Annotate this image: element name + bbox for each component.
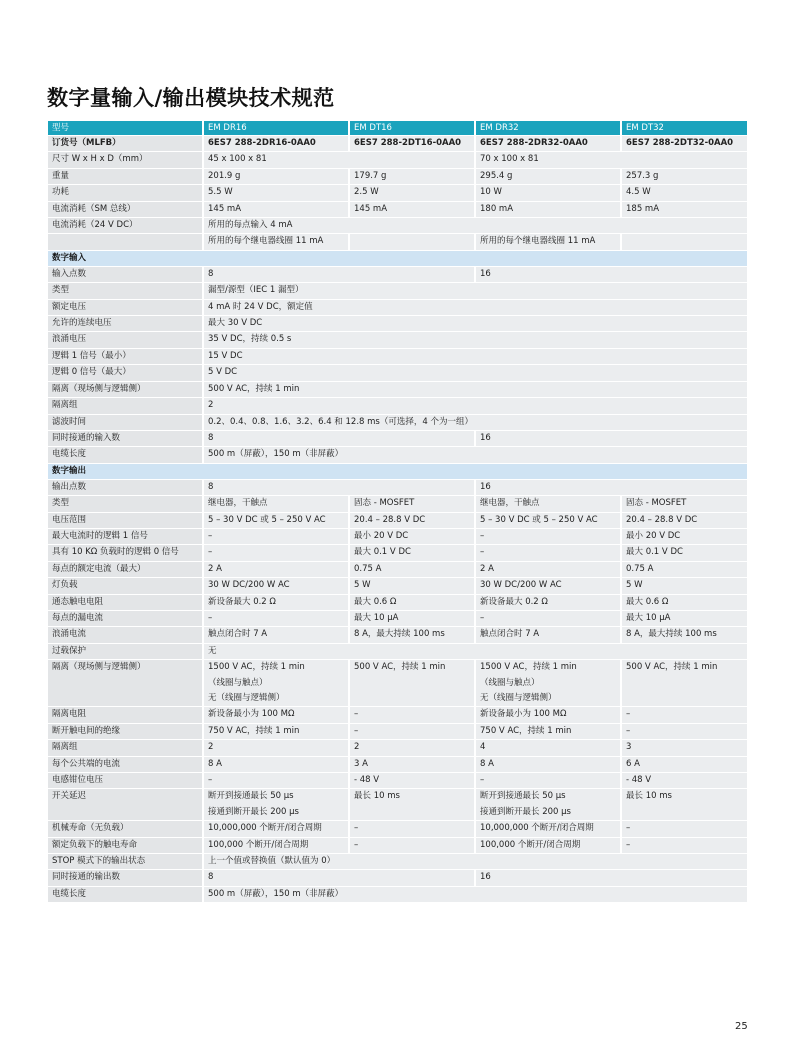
- row-label: STOP 模式下的输出状态: [48, 854, 203, 870]
- table-cell: 继电器，干触点: [203, 496, 349, 512]
- row-label: 电感钳位电压: [48, 773, 203, 789]
- table-cell: 8 A，最大持续 100 ms: [349, 627, 475, 643]
- table-row: [48, 218, 747, 234]
- table-cell: 最大 0.6 Ω: [621, 594, 747, 610]
- table-cell: –: [203, 610, 349, 626]
- table-row: [48, 821, 747, 837]
- cell-line: 无（线圈与逻辑侧）: [208, 693, 285, 703]
- row-label: 具有 10 KΩ 负载时的逻辑 0 信号: [48, 545, 203, 561]
- table-cell: 45 x 100 x 81: [203, 152, 475, 168]
- row-label: 同时接通的输入数: [48, 430, 203, 446]
- row-label: 隔离组: [48, 398, 203, 414]
- table-cell: - 48 V: [349, 773, 475, 789]
- table-cell: 30 W DC/200 W AC: [203, 578, 349, 594]
- section-header-row: [48, 463, 747, 479]
- table-cell: 10,000,000 个断开/闭合周期: [203, 821, 349, 837]
- table-row: [48, 789, 747, 821]
- table-cell: –: [621, 821, 747, 837]
- table-cell: 8 A: [475, 756, 621, 772]
- table-cell: 750 V AC，持续 1 min: [203, 723, 349, 739]
- table-row: [48, 398, 747, 414]
- table-cell: 185 mA: [621, 201, 747, 217]
- row-label: 机械寿命（无负载）: [48, 821, 203, 837]
- table-row: [48, 837, 747, 853]
- row-label: 额定负载下的触电寿命: [48, 837, 203, 853]
- table-cell: 2.5 W: [349, 185, 475, 201]
- table-cell: 无: [203, 643, 747, 659]
- table-cell: 750 V AC，持续 1 min: [475, 723, 621, 739]
- table-cell: 20.4 – 28.8 V DC: [349, 512, 475, 528]
- table-cell: 16: [475, 266, 747, 282]
- table-cell: –: [475, 528, 621, 544]
- table-cell: 6ES7 288-2DR32-0AA0: [475, 136, 621, 152]
- table-row: [48, 886, 747, 902]
- table-cell: 0.75 A: [349, 561, 475, 577]
- table-row: [48, 136, 747, 152]
- table-row: [48, 414, 747, 430]
- table-row: [48, 479, 747, 495]
- table-row: [48, 660, 747, 707]
- table-cell: 6ES7 288-2DT32-0AA0: [621, 136, 747, 152]
- table-row: [48, 854, 747, 870]
- table-cell: 6ES7 288-2DT16-0AA0: [349, 136, 475, 152]
- table-cell: 16: [475, 479, 747, 495]
- table-cell: 8: [203, 870, 475, 886]
- row-label: 电流消耗（24 V DC）: [48, 218, 203, 234]
- table-cell: 所用的每点输入 4 mA: [203, 218, 747, 234]
- table-cell: 70 x 100 x 81: [475, 152, 747, 168]
- section-title: 数字输出: [48, 463, 747, 479]
- table-cell: 500 m（屏蔽），150 m（非屏蔽）: [203, 447, 747, 463]
- table-cell: 3 A: [349, 756, 475, 772]
- section-header-row: [48, 250, 747, 266]
- table-row: [48, 627, 747, 643]
- row-label: 功耗: [48, 185, 203, 201]
- row-label: 电缆长度: [48, 886, 203, 902]
- row-label: 逻辑 1 信号（最小）: [48, 348, 203, 364]
- table-cell: 100,000 个断开/闭合周期: [475, 837, 621, 853]
- header-cell-em-dr32: EM DR32: [475, 121, 621, 136]
- table-cell: 所用的每个继电器线圈 11 mA: [203, 234, 349, 250]
- row-label: 尺寸 W x H x D（mm）: [48, 152, 203, 168]
- table-cell: –: [621, 723, 747, 739]
- row-label: [48, 234, 203, 250]
- cell-line: （线圈与触点）: [208, 677, 268, 688]
- row-label: 类型: [48, 496, 203, 512]
- section-title: 数字输入: [48, 250, 747, 266]
- table-cell: –: [621, 707, 747, 723]
- table-row: [48, 348, 747, 364]
- table-cell: 500 V AC，持续 1 min: [621, 660, 747, 707]
- table-cell: –: [203, 545, 349, 561]
- table-cell: [349, 234, 475, 250]
- table-cell: 16: [475, 870, 747, 886]
- table-row: [48, 594, 747, 610]
- table-row: [48, 332, 747, 348]
- row-label: 每个公共端的电流: [48, 756, 203, 772]
- table-row: [48, 643, 747, 659]
- table-cell: 15 V DC: [203, 348, 747, 364]
- table-cell: 295.4 g: [475, 168, 621, 184]
- table-cell: 2: [203, 740, 349, 756]
- table-row: [48, 773, 747, 789]
- table-row: [48, 740, 747, 756]
- table-cell: 所用的每个继电器线圈 11 mA: [475, 234, 621, 250]
- row-label: 滤波时间: [48, 414, 203, 430]
- table-cell: 5 W: [621, 578, 747, 594]
- row-label: 重量: [48, 168, 203, 184]
- table-cell: 上一个值或替换值（默认值为 0）: [203, 854, 747, 870]
- row-label: 电压范围: [48, 512, 203, 528]
- table-row: [48, 201, 747, 217]
- table-cell: 179.7 g: [349, 168, 475, 184]
- table-cell: 0.2、0.4、0.8、1.6、3.2、6.4 和 12.8 ms（可选择，4 个为一组）: [203, 414, 747, 430]
- table-cell: 180 mA: [475, 201, 621, 217]
- table-cell: 最大 0.1 V DC: [349, 545, 475, 561]
- table-row: [48, 512, 747, 528]
- cell-line: 接通到断开最长 200 μs: [480, 806, 571, 817]
- table-cell: 145 mA: [203, 201, 349, 217]
- table-row: [48, 578, 747, 594]
- table-cell: –: [621, 837, 747, 853]
- table-row: [48, 168, 747, 184]
- table-cell: - 48 V: [621, 773, 747, 789]
- row-label: 通态触电电阻: [48, 594, 203, 610]
- table-cell: 新设备最大 0.2 Ω: [203, 594, 349, 610]
- table-cell: –: [349, 821, 475, 837]
- row-label: 类型: [48, 283, 203, 299]
- table-cell: 5 – 30 V DC 或 5 – 250 V AC: [203, 512, 349, 528]
- table-row: [48, 723, 747, 739]
- table-cell: 20.4 – 28.8 V DC: [621, 512, 747, 528]
- table-cell: 最长 10 ms: [621, 789, 747, 821]
- table-header-row: [48, 121, 747, 136]
- table-row: [48, 234, 747, 250]
- table-cell: 最大 0.6 Ω: [349, 594, 475, 610]
- table-cell: 5 W: [349, 578, 475, 594]
- cell-line: （线圈与触点）: [480, 677, 540, 688]
- table-cell: 4: [475, 740, 621, 756]
- table-cell: 6 A: [621, 756, 747, 772]
- header-cell-em-dt16: EM DT16: [349, 121, 475, 136]
- row-label: 隔离组: [48, 740, 203, 756]
- table-cell: [203, 789, 349, 821]
- table-cell: 16: [475, 430, 747, 446]
- row-label: 浪涌电压: [48, 332, 203, 348]
- table-cell: –: [349, 723, 475, 739]
- row-label: 订货号（MLFB）: [48, 136, 203, 152]
- table-cell: 2: [349, 740, 475, 756]
- table-cell: 145 mA: [349, 201, 475, 217]
- header-cell-model: 型号: [48, 121, 203, 136]
- row-label: 断开触电间的绝缘: [48, 723, 203, 739]
- table-cell: –: [349, 837, 475, 853]
- table-row: [48, 447, 747, 463]
- table-cell: [621, 234, 747, 250]
- table-cell: 257.3 g: [621, 168, 747, 184]
- row-label: 隔离（现场侧与逻辑侧）: [48, 660, 203, 707]
- row-label: 电流消耗（SM 总线）: [48, 201, 203, 217]
- table-cell: 8: [203, 479, 475, 495]
- table-cell: –: [475, 773, 621, 789]
- table-cell: 500 m（屏蔽），150 m（非屏蔽）: [203, 886, 747, 902]
- cell-line: 接通到断开最长 200 μs: [208, 806, 299, 817]
- page-number: 25: [735, 1021, 748, 1032]
- table-row: [48, 528, 747, 544]
- table-cell: 3: [621, 740, 747, 756]
- cell-line: 断开到接通最长 50 μs: [208, 791, 294, 802]
- table-cell: –: [475, 610, 621, 626]
- table-cell: 5 – 30 V DC 或 5 – 250 V AC: [475, 512, 621, 528]
- row-label: 最大电流时的逻辑 1 信号: [48, 528, 203, 544]
- table-row: [48, 545, 747, 561]
- row-label: 隔离电阻: [48, 707, 203, 723]
- table-row: [48, 316, 747, 332]
- table-cell: 固态 - MOSFET: [349, 496, 475, 512]
- table-row: [48, 610, 747, 626]
- row-label: 每点的漏电流: [48, 610, 203, 626]
- table-cell: 8 A，最大持续 100 ms: [621, 627, 747, 643]
- table-cell: [203, 660, 349, 707]
- row-label: 隔离（现场侧与逻辑侧）: [48, 381, 203, 397]
- table-cell: –: [475, 545, 621, 561]
- row-label: 输出点数: [48, 479, 203, 495]
- table-cell: 0.75 A: [621, 561, 747, 577]
- row-label: 每点的额定电流（最大）: [48, 561, 203, 577]
- table-cell: 最长 10 ms: [349, 789, 475, 821]
- table-row: [48, 299, 747, 315]
- table-row: [48, 707, 747, 723]
- table-row: [48, 365, 747, 381]
- row-label: 浪涌电流: [48, 627, 203, 643]
- table-cell: 新设备最小为 100 MΩ: [203, 707, 349, 723]
- table-cell: 2 A: [203, 561, 349, 577]
- table-cell: 500 V AC，持续 1 min: [349, 660, 475, 707]
- row-label: 允许的连续电压: [48, 316, 203, 332]
- table-cell: 固态 - MOSFET: [621, 496, 747, 512]
- table-cell: 10 W: [475, 185, 621, 201]
- table-cell: 35 V DC，持续 0.5 s: [203, 332, 747, 348]
- table-cell: 触点闭合时 7 A: [475, 627, 621, 643]
- page-title: 数字量输入/输出模块技术规范: [47, 86, 335, 110]
- table-cell: 最大 10 μA: [621, 610, 747, 626]
- table-cell: [475, 789, 621, 821]
- table-cell: 最大 10 μA: [349, 610, 475, 626]
- row-label: 输入点数: [48, 266, 203, 282]
- table-cell: 500 V AC，持续 1 min: [203, 381, 747, 397]
- table-cell: 201.9 g: [203, 168, 349, 184]
- table-cell: 2: [203, 398, 747, 414]
- header-cell-em-dt32: EM DT32: [621, 121, 747, 136]
- table-cell: 2 A: [475, 561, 621, 577]
- table-cell: 8: [203, 430, 475, 446]
- spec-table-body: [48, 121, 747, 903]
- table-cell: 触点闭合时 7 A: [203, 627, 349, 643]
- table-cell: 10,000,000 个断开/闭合周期: [475, 821, 621, 837]
- header-cell-em-dr16: EM DR16: [203, 121, 349, 136]
- cell-line: 断开到接通最长 50 μs: [480, 791, 566, 802]
- table-row: [48, 561, 747, 577]
- cell-line: 1500 V AC，持续 1 min: [480, 662, 577, 673]
- table-row: [48, 283, 747, 299]
- table-cell: 最大 0.1 V DC: [621, 545, 747, 561]
- row-label: 开关延迟: [48, 789, 203, 821]
- table-cell: 5 V DC: [203, 365, 747, 381]
- table-cell: 最小 20 V DC: [621, 528, 747, 544]
- cell-line: 无（线圈与逻辑侧）: [480, 693, 557, 703]
- spec-table: [48, 121, 747, 903]
- table-cell: –: [203, 528, 349, 544]
- spec-table-container: [48, 121, 747, 903]
- table-cell: 8 A: [203, 756, 349, 772]
- row-label: 过载保护: [48, 643, 203, 659]
- table-row: [48, 266, 747, 282]
- table-cell: 6ES7 288-2DR16-0AA0: [203, 136, 349, 152]
- table-cell: 漏型/源型（IEC 1 漏型）: [203, 283, 747, 299]
- table-cell: 继电器，干触点: [475, 496, 621, 512]
- table-row: [48, 756, 747, 772]
- table-row: [48, 496, 747, 512]
- table-row: [48, 152, 747, 168]
- table-cell: –: [349, 707, 475, 723]
- table-row: [48, 870, 747, 886]
- table-cell: 4 mA 时 24 V DC，额定值: [203, 299, 747, 315]
- row-label: 额定电压: [48, 299, 203, 315]
- table-cell: 100,000 个断开/闭合周期: [203, 837, 349, 853]
- table-cell: 最小 20 V DC: [349, 528, 475, 544]
- table-cell: 5.5 W: [203, 185, 349, 201]
- table-cell: 新设备最大 0.2 Ω: [475, 594, 621, 610]
- table-cell: [475, 660, 621, 707]
- table-cell: 8: [203, 266, 475, 282]
- row-label: 灯负载: [48, 578, 203, 594]
- table-row: [48, 381, 747, 397]
- row-label: 同时接通的输出数: [48, 870, 203, 886]
- row-label: 电缆长度: [48, 447, 203, 463]
- table-row: [48, 430, 747, 446]
- table-cell: 最大 30 V DC: [203, 316, 747, 332]
- table-row: [48, 185, 747, 201]
- table-cell: 新设备最小为 100 MΩ: [475, 707, 621, 723]
- cell-line: 1500 V AC，持续 1 min: [208, 662, 305, 673]
- row-label: 逻辑 0 信号（最大）: [48, 365, 203, 381]
- table-cell: –: [203, 773, 349, 789]
- table-cell: 4.5 W: [621, 185, 747, 201]
- table-cell: 30 W DC/200 W AC: [475, 578, 621, 594]
